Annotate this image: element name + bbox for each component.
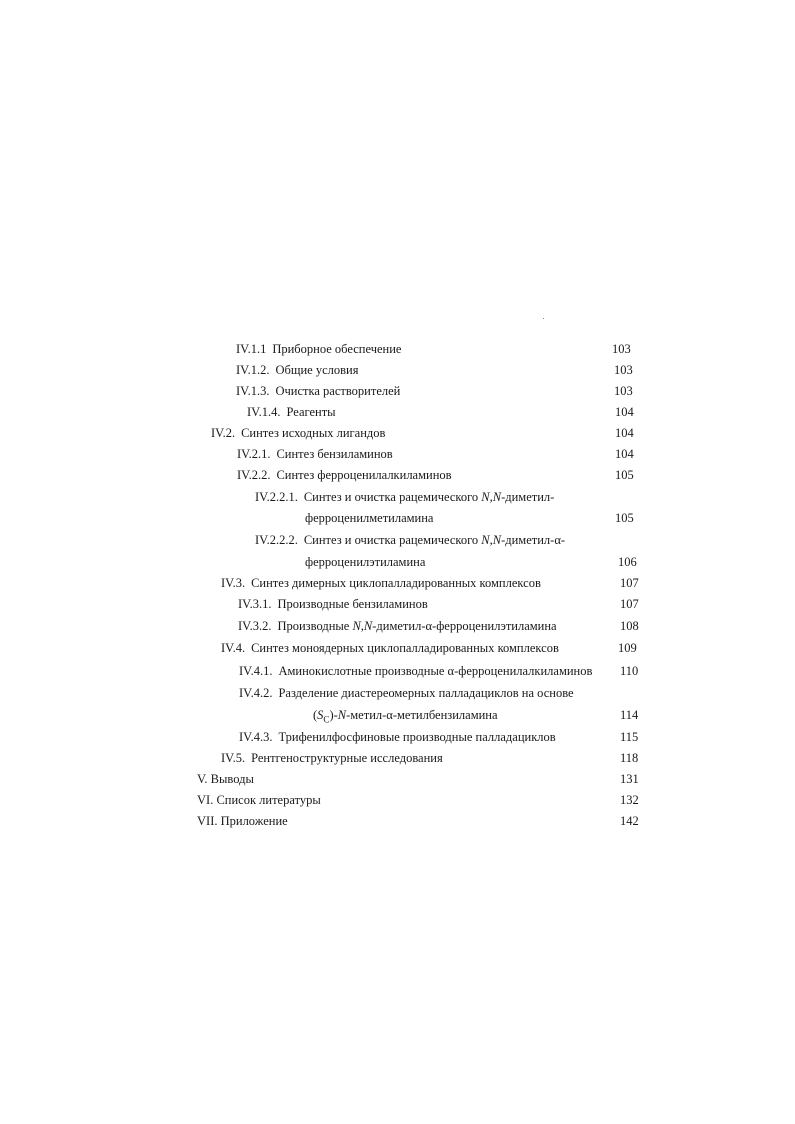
toc-entry-iv-3-1 [238,596,428,612]
toc-entry-number: IV.2.2. [237,468,271,482]
toc-page-number: 115 [620,730,639,744]
toc-entry-title: Аминокислотные производные α-ферроценилалкиламинов [278,664,593,678]
toc-entry-continuation: ферроценилэтиламина [305,555,426,569]
toc-entry-number: IV.2.2.2. [255,533,298,547]
italic-term: N,N [352,619,373,633]
toc-entry-iv-2-2 [237,467,452,483]
italic-term: N,N [481,533,502,547]
toc-page-number: 118 [620,751,639,765]
toc-entry-iv-2-2-2 [255,532,565,548]
scan-speck [543,318,544,319]
toc-entry-title: Рентгеноструктурные исследования [251,751,443,765]
toc-entry-iv-4 [221,640,559,656]
toc-entry-title: Синтез бензиламинов [276,447,393,461]
toc-entry-title: Приборное обеспечение [272,342,402,356]
toc-entry-number: IV.2.2.1. [255,490,298,504]
toc-entry-iv-1-4 [247,404,336,420]
toc-entry-number: IV.1.1 [236,342,267,356]
toc-entry-iv-3-2 [238,618,557,634]
toc-entry-number: IV.4.3. [239,730,273,744]
toc-entry-iv-4-3 [239,729,556,745]
toc-entry-title: Синтез димерных циклопалладированных комплексов [251,576,541,590]
toc-entry-iv-2 [211,425,385,441]
toc-page-number: 103 [614,363,633,377]
toc-entry-vii: VII. Приложение [197,814,288,828]
toc-entry-vi: VI. Список литературы [197,793,321,807]
toc-entry-v: V. Выводы [197,772,254,786]
toc-entry-title: Общие условия [275,363,359,377]
toc-entry-iv-2-1 [237,446,393,462]
toc-entry-number: IV.3.2. [238,619,272,633]
subscript: C [323,714,330,725]
toc-entry-title: Разделение диастереомерных палладациклов на основе [278,686,574,700]
toc-page-number: 107 [620,576,639,590]
toc-entry-number: IV.5. [221,751,246,765]
toc-page-number: 104 [615,426,634,440]
toc-entry-title: Синтез и очистка рацемического N,N-диметил- [303,490,555,504]
toc-entry-number: IV.4. [221,641,246,655]
toc-entry-number: IV.2.1. [237,447,271,461]
toc-entry-iv-5 [221,750,443,766]
toc-entry-title: Синтез ферроценилалкиламинов [276,468,452,482]
toc-entry-iv-3 [221,575,541,591]
toc-page-number: 105 [615,468,634,482]
toc-entry-iv-2-2-1 [255,489,554,505]
toc-entry-number: IV.1.3. [236,384,270,398]
toc-entry-title: Производные N,N-диметил-α-ферроценилэтиламина [277,619,557,633]
toc-page-number: 107 [620,597,639,611]
toc-page-number: 142 [620,814,639,828]
toc-entry-iv-4-2 [239,685,574,701]
toc-page-number: 109 [618,641,637,655]
italic-term: N,N [481,490,502,504]
toc-page-number: 110 [620,664,639,678]
toc-entry-title: Производные бензиламинов [277,597,428,611]
toc-entry-iv-1-2 [236,362,358,378]
toc-entry-title: Синтез и очистка рацемического N,N-диметил-α- [303,533,566,547]
toc-entry-title: Очистка растворителей [275,384,401,398]
italic-term: S [317,708,324,722]
toc-entry-title: Синтез исходных лигандов [241,426,386,440]
toc-page-number: 103 [614,384,633,398]
toc-page-number: 104 [615,447,634,461]
toc-page-number: 131 [620,772,639,786]
toc-page-number: 108 [620,619,639,633]
toc-entry-iv-1-1 [236,341,401,357]
toc-entry-continuation: ферроценилметиламина [305,511,434,525]
toc-entry-number: IV.3.1. [238,597,272,611]
toc-page-number: 106 [618,555,637,569]
toc-entry-iv-1-3 [236,383,400,399]
toc-page-number: 132 [620,793,639,807]
toc-entry-title: Реагенты [286,405,336,419]
toc-entry-title: Трифенилфосфиновые производные палладациклов [278,730,556,744]
toc-entry-number: IV.1.2. [236,363,270,377]
toc-entry-iv-4-1 [239,663,592,679]
toc-page-number: 104 [615,405,634,419]
toc-entry-number: IV.4.1. [239,664,273,678]
toc-entry-number: IV.4.2. [239,686,273,700]
italic-term: N [337,708,347,722]
toc-entry-title: Синтез моноядерных циклопалладированных комплексов [251,641,559,655]
toc-page-number: 103 [612,342,631,356]
toc-page-number: 114 [620,708,639,722]
toc-page-number: 105 [615,511,634,525]
toc-entry-number: IV.3. [221,576,246,590]
toc-entry-continuation: $(S_C)-N-метил-\alpha$-метилбензиламина [313,708,498,725]
toc-entry-number: IV.2. [211,426,236,440]
toc-entry-number: IV.1.4. [247,405,281,419]
